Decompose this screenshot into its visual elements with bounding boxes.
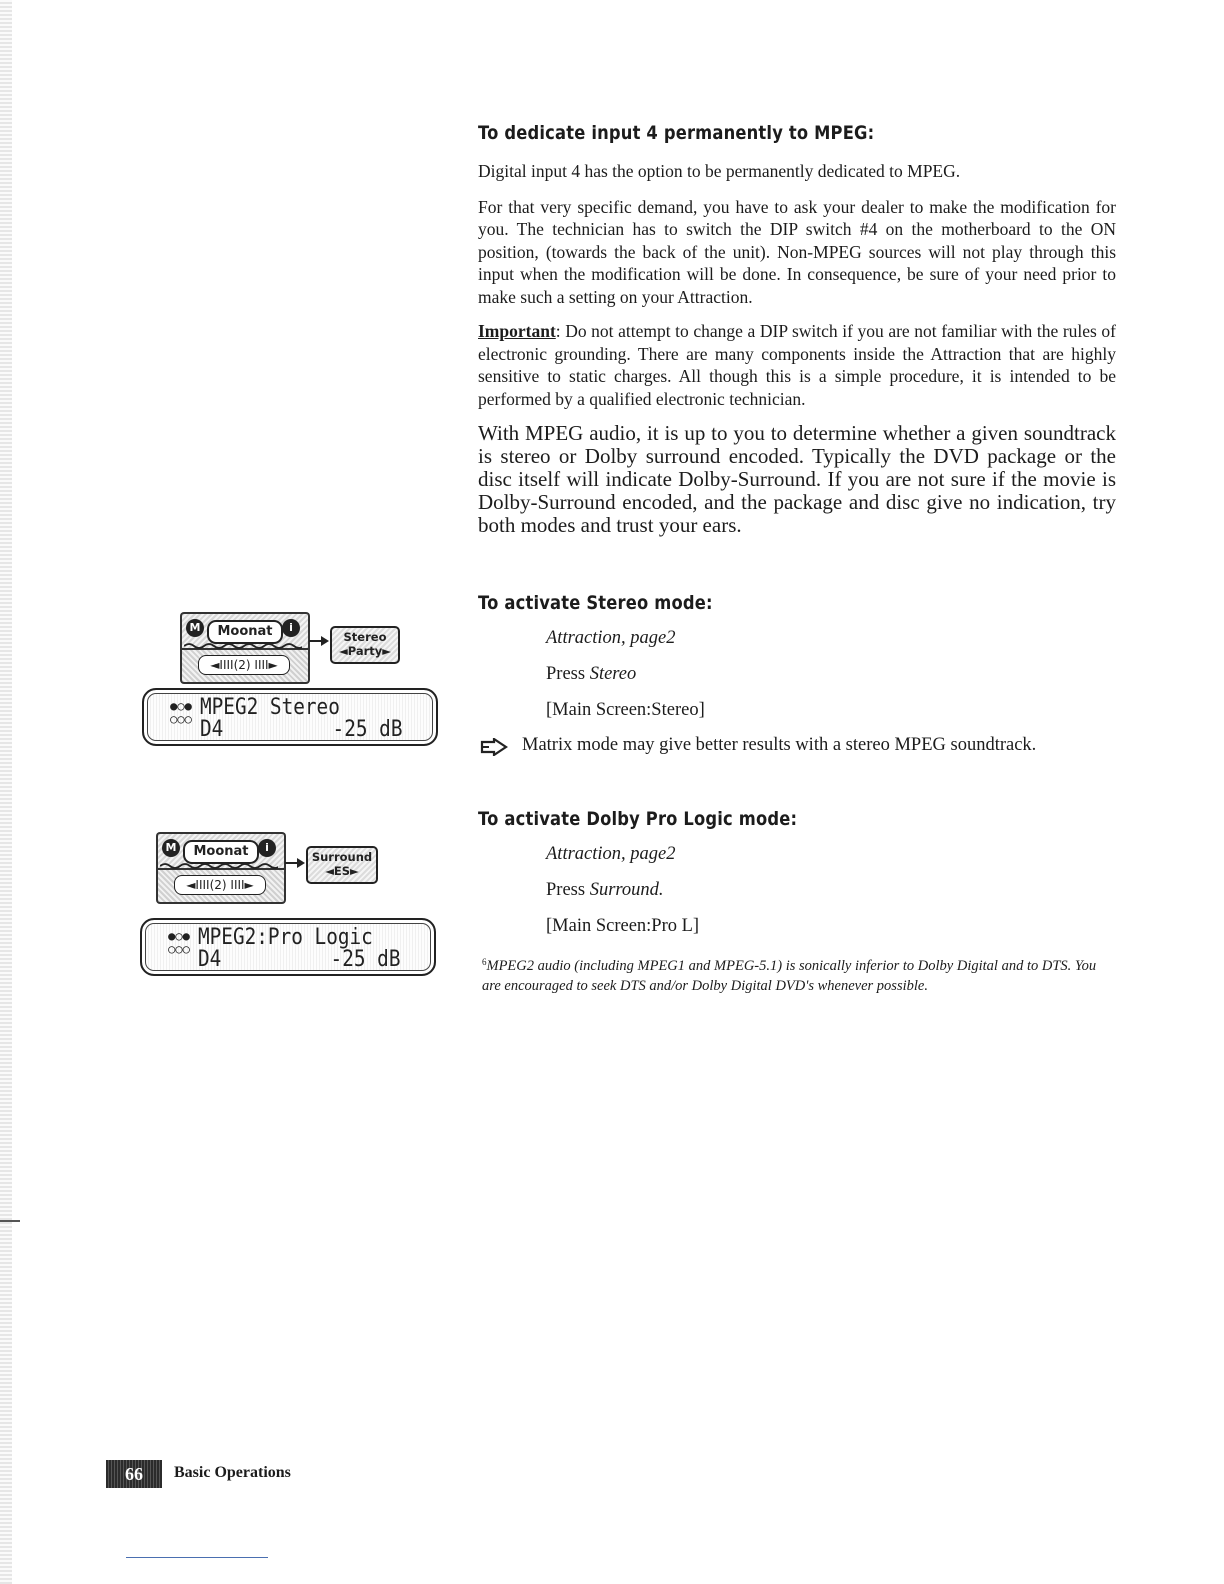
stereo-step-1: Attraction, page2 <box>546 628 676 648</box>
prologic-step-3: [Main Screen:Pro L] <box>546 916 700 936</box>
paragraph-dealer: For that very specific demand, you have to ask your dealer to make the modification for you. The technician has to switch the DIP switch #4 on the motherboard to the ON position, (towards the back of the unit). Non-MPEG sources will not play through this input when the modification will be done. In consequence, be sure of your need prior to make such a setting on your Attraction. <box>478 196 1116 307</box>
important-label: Important <box>478 321 556 341</box>
surround-key <box>306 846 378 884</box>
page-number: 66 <box>106 1460 162 1488</box>
lcd-volume: -25 dB <box>330 947 400 972</box>
section-label: Basic Operations <box>174 1464 291 1481</box>
note-pointer-icon <box>480 738 510 761</box>
remote-illustration-1 <box>180 612 308 684</box>
prologic-step-2-prefix: Press <box>546 880 590 900</box>
heading-pro-logic-mode: To activate Dolby Pro Logic mode: <box>478 808 798 830</box>
stereo-key-sublabel: ◄Party► <box>338 644 392 658</box>
remote-brand: Moonat <box>183 840 259 864</box>
footnote-mark: 6 <box>482 957 487 967</box>
paragraph-important <box>478 320 1116 410</box>
prologic-step-2-key: Surround. <box>589 880 664 900</box>
heading-stereo-mode: To activate Stereo mode: <box>478 592 713 614</box>
section-dedicate-input <box>478 122 1116 537</box>
bottom-rule <box>126 1557 268 1558</box>
scan-edge <box>0 0 12 1584</box>
lcd-display-prologic <box>140 918 436 976</box>
remote-m-button: M <box>186 619 204 637</box>
remote-wave-divider <box>184 642 302 650</box>
remote-info-button: i <box>282 619 300 637</box>
footnote-text: MPEG2 audio (including MPEG1 and MPEG-5.1) is sonically inferior to Dolby Digital and to DTS. You are encouraged to seek DTS and/or Dolby Digital DVD's whenever possible. <box>482 958 1097 994</box>
stereo-step-3: [Main Screen:Stereo] <box>546 700 705 720</box>
lcd-speaker-icon: ●○● ○○○ <box>170 699 192 726</box>
lcd-volume: -25 dB <box>332 717 402 742</box>
surround-key-sublabel: ◄ES► <box>325 864 359 878</box>
lcd-line-1: MPEG2 Stereo <box>200 695 340 720</box>
prologic-step-1: Attraction, page2 <box>546 844 676 864</box>
prologic-step-2 <box>546 880 664 901</box>
remote-wave-divider <box>160 862 278 870</box>
remote-illustration-2 <box>156 832 284 904</box>
heading-dedicate-input: To dedicate input 4 permanently to MPEG: <box>478 122 875 144</box>
lcd-input: D4 <box>200 717 224 742</box>
stereo-step-2 <box>546 664 636 685</box>
stereo-note: Matrix mode may give better results with a stereo MPEG soundtrack. <box>522 735 1037 755</box>
lcd-input: D4 <box>198 947 222 972</box>
lcd-line-1: MPEG2:Pro Logic <box>198 925 373 950</box>
important-text: : Do not attempt to change a DIP switch if you are not familiar with the rules of electronic grounding. There are many components inside the Attraction that are highly sensitive to static charges. All though this is a simple procedure, it is intended to be performed by a qualified electronic technician. <box>478 321 1116 409</box>
paragraph-intro: Digital input 4 has the option to be permanently dedicated to MPEG. <box>478 161 961 181</box>
remote-page-selector: ◄IIII(2) IIII► <box>174 875 266 895</box>
stereo-key-label: Stereo <box>343 630 387 644</box>
scan-mark <box>0 1220 20 1222</box>
lcd-display-stereo <box>142 688 438 746</box>
stereo-step-2-prefix: Press <box>546 664 590 684</box>
footnote <box>482 952 1116 996</box>
paragraph-mpeg-audio: With MPEG audio, it is up to you to determine whether a given soundtrack is stereo or Dolby surround encoded. Typically the DVD package or the disc itself will indicate Dolby-Surround. If you are not sure if the movie is Dolby-Surround encoded, and the package and disc give no indication, try both modes and trust your ears. <box>478 421 1116 537</box>
surround-key-label: Surround <box>311 850 373 864</box>
stereo-key <box>330 626 400 664</box>
stereo-step-2-key: Stereo <box>589 664 637 684</box>
lcd-speaker-icon: ●○● ○○○ <box>168 929 190 956</box>
remote-page-selector: ◄IIII(2) IIII► <box>198 655 290 675</box>
arrow-to-key-1 <box>309 640 327 642</box>
remote-brand: Moonat <box>207 620 283 644</box>
remote-m-button: M <box>162 839 180 857</box>
arrow-to-key-2 <box>285 862 303 864</box>
remote-info-button: i <box>258 839 276 857</box>
